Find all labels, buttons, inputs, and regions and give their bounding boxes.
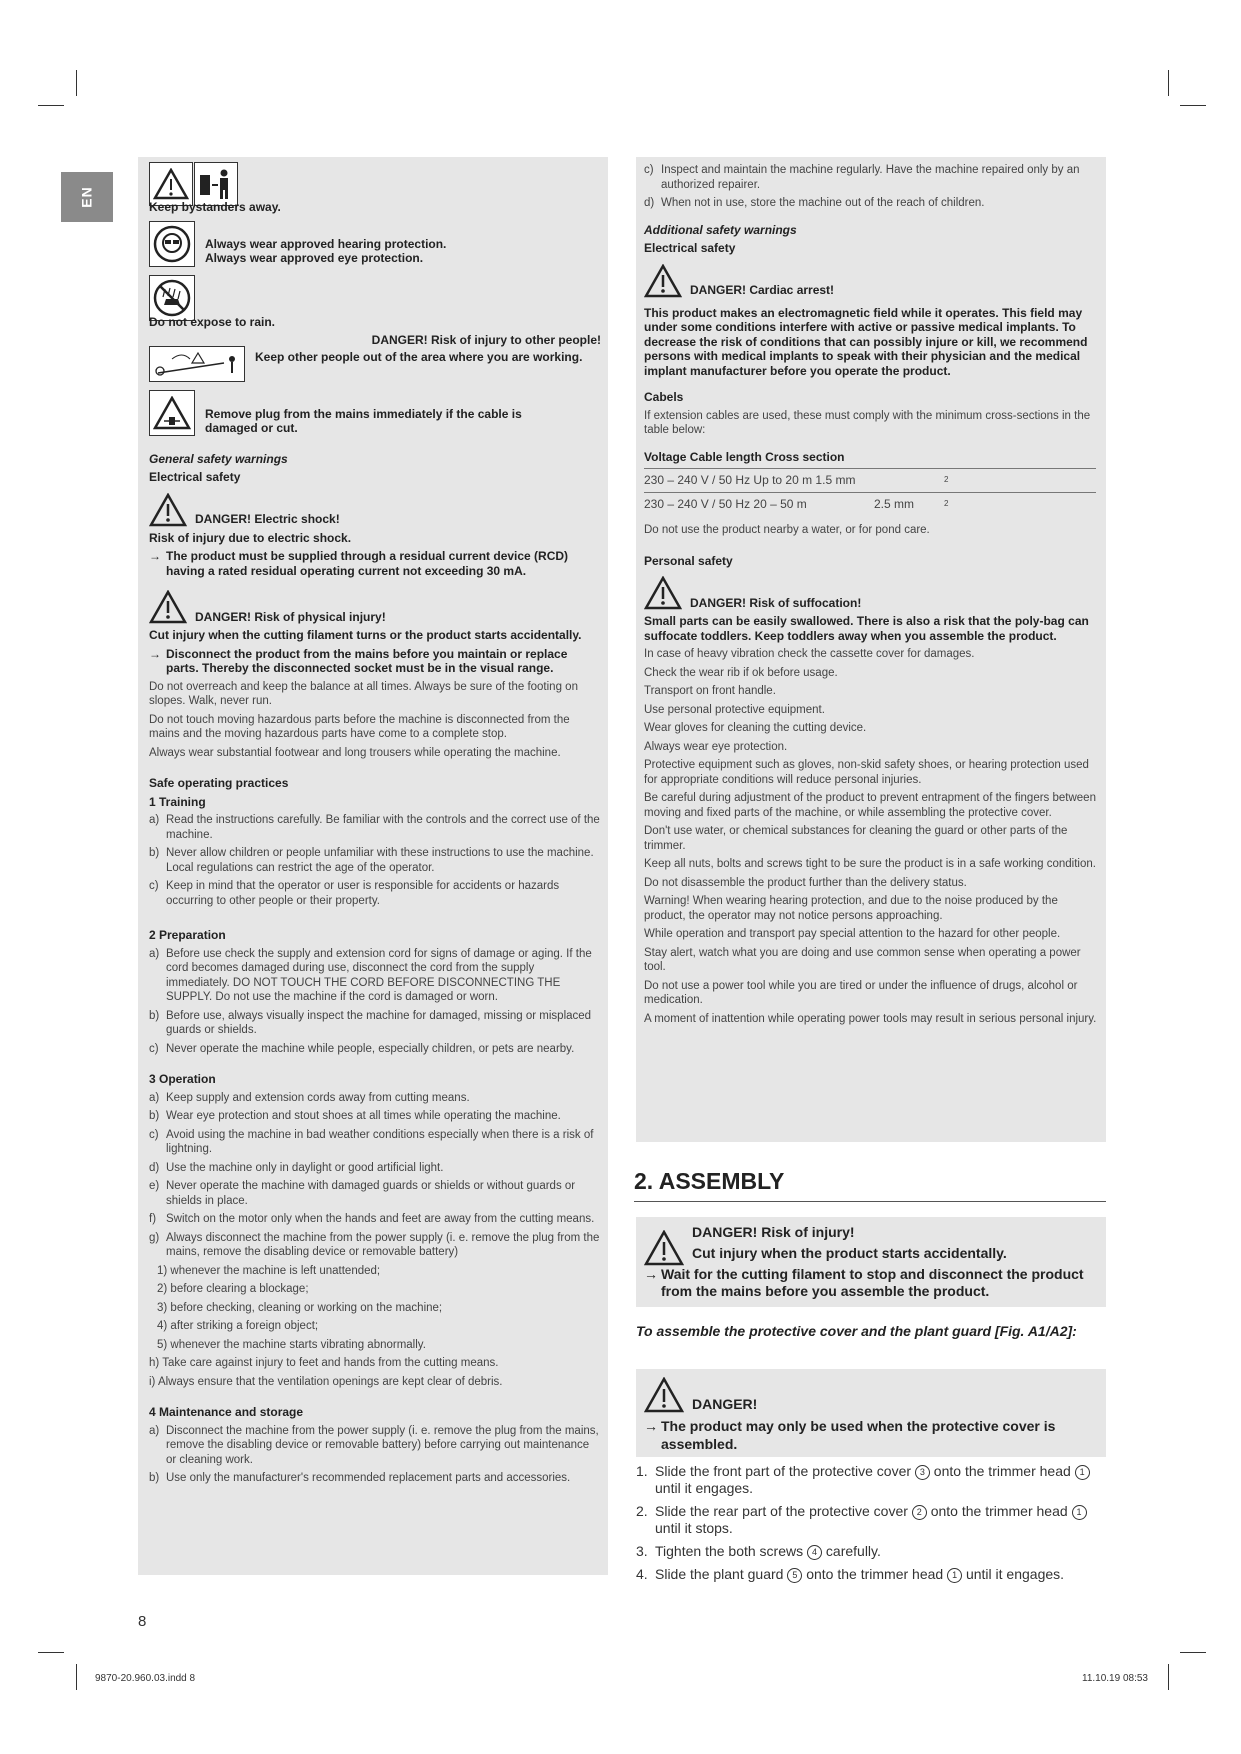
list-item: Stay alert, watch what you are doing and use common sense when operating a power tool. xyxy=(644,946,1081,973)
preparation-title: 2 Preparation xyxy=(149,928,226,942)
list-item: Transport on front handle. xyxy=(644,685,776,697)
paragraph-moving-parts: Do not touch moving hazardous parts before the machine is disconnected from the mains and the moving hazardous parts have come to a complete stop. xyxy=(149,713,570,740)
phys-sub: Cut injury when the cutting filament turns or the product starts accidentally. xyxy=(149,628,582,642)
list-item: a) Disconnect the machine from the power supply (i. e. remove the plug from the mains, remove the disabling device or removable battery) before carrying out maintenance or cleaning work. xyxy=(149,1424,599,1466)
crop-mark xyxy=(1180,105,1206,106)
arrow-icon: → xyxy=(149,549,161,563)
suffocation-text: Small parts can be easily swallowed. There is also a risk that the poly-bag can suffocate toddlers. Keep toddlers away when you assemble the product. xyxy=(644,614,1089,643)
crop-mark xyxy=(38,1652,64,1653)
cabels-title: Cabels xyxy=(644,390,684,404)
danger-cardiac-title: DANGER! Cardiac arrest! xyxy=(690,283,835,297)
danger-phys-title: DANGER! Risk of physical injury! xyxy=(195,609,386,624)
list-item: a) Keep supply and extension cords away from cutting means. xyxy=(149,1091,470,1104)
box1-arrow-item: → Wait for the cutting filament to stop and disconnect the product from the mains before you assemble the product. xyxy=(644,1266,1084,1299)
list-item: While operation and transport pay special attention to the hazard for other people. xyxy=(644,928,1061,940)
callout-number: 3 xyxy=(915,1465,930,1480)
page-number: 8 xyxy=(138,1613,147,1630)
sub-list-item: 4) after striking a foreign object; xyxy=(157,1320,319,1332)
list-item: Use personal protective equipment. xyxy=(644,703,825,716)
paragraph-balance: Do not overreach and keep the balance at all times. Always be sure of the footing on slopes. Walk, never run. xyxy=(149,680,578,707)
footer-file: 9870-20.960.03.indd 8 xyxy=(95,1673,196,1684)
danger-cardiac xyxy=(644,264,1099,298)
box1-title: DANGER! Risk of injury! xyxy=(692,1224,855,1240)
training-title: 1 Training xyxy=(149,794,206,809)
box1-sub: Cut injury when the product starts accidentally. xyxy=(692,1245,1007,1261)
list-item: Do not disassemble the product further than the delivery status. xyxy=(644,876,967,889)
callout-number: 2 xyxy=(912,1505,927,1520)
table-row: 230 – 240 V / 50 Hz 20 – 50 m 2.5 mm 2 xyxy=(644,492,1096,515)
operation-item-h: h) Take care against injury to feet and hands from the cutting means. xyxy=(149,1357,499,1369)
callout-number: 1 xyxy=(1075,1465,1090,1480)
symbol-text-hearing: Always wear approved hearing protection. xyxy=(205,236,447,251)
warning-triangle-icon xyxy=(644,1230,684,1266)
symbol-text-cable: Remove plug from the mains immediately if the cable is damaged or cut. xyxy=(205,406,522,435)
crop-mark xyxy=(1168,1664,1169,1690)
crop-mark xyxy=(38,105,64,106)
shock-sub: Risk of injury due to electric shock. xyxy=(149,530,352,545)
table-row: 230 – 240 V / 50 Hz Up to 20 m 1.5 mm 2 xyxy=(644,469,1096,493)
callout-number: 1 xyxy=(947,1568,962,1583)
shock-arrow-item: → The product must be supplied through a residual current device (RCD) having a rated residual operating current not exceeding 30 mA. xyxy=(149,549,569,578)
assembly-heading: 2. ASSEMBLY xyxy=(634,1168,1106,1202)
list-item: f) Switch on the motor only when the hands and feet are away from the cutting means. xyxy=(149,1213,595,1225)
left-column xyxy=(149,162,601,1490)
pond-text: Do not use the product nearby a water, or for pond care. xyxy=(644,524,930,536)
danger-suffocation-title: DANGER! Risk of suffocation! xyxy=(690,595,862,610)
cable-table-header: Voltage Cable length Cross section xyxy=(644,449,845,464)
danger-physical-injury xyxy=(149,590,601,624)
callout-number: 1 xyxy=(1072,1505,1087,1520)
ear-eye-protection-icon xyxy=(149,221,195,267)
symbol-text-bystanders: Keep bystanders away. xyxy=(149,200,281,214)
callout-number: 5 xyxy=(787,1568,802,1583)
danger-shock-title: DANGER! Electric shock! xyxy=(195,512,340,526)
operation-sublist xyxy=(149,1264,601,1353)
additional-safety-title: Additional safety warnings xyxy=(644,222,797,237)
symbol-row-protection xyxy=(149,221,601,267)
operation-item-i: i) Always ensure that the ventilation openings are kept clear of debris. xyxy=(149,1375,503,1388)
symbol-row-cable xyxy=(149,390,601,436)
danger-box-injury xyxy=(636,1217,1106,1307)
warning-triangle-icon xyxy=(644,576,682,610)
danger-electric-shock xyxy=(149,493,601,527)
list-item: a) Before use check the supply and extension cord for signs of damage or aging. If the cord becomes damaged during use, disconnect the cord from the supply immediately. DO NOT TOUCH THE CORD BEFORE DISCONNECTING THE SUPPLY. Do not use the machine if the cord is damaged or worn. xyxy=(149,947,592,1003)
sub-list-item: 5) whenever the machine starts vibrating abnormally. xyxy=(157,1338,426,1351)
phys-arrow-item: → Disconnect the product from the mains before you maintain or replace parts. Thereby the disconnected socket must be in the visual range. xyxy=(149,646,568,675)
list-item: b) Wear eye protection and stout shoes at all times while operating the machine. xyxy=(149,1110,561,1122)
assembly-step: 2. Slide the rear part of the protective cover 2 onto the trimmer head 1 until it stops. xyxy=(636,1503,1106,1537)
warning-triangle-icon xyxy=(149,590,187,624)
figure-instructions-title: To assemble the protective cover and the plant guard [Fig. A1/A2]: xyxy=(636,1323,1077,1339)
language-tab: EN xyxy=(61,172,113,222)
cable-table xyxy=(644,468,1096,515)
crop-mark xyxy=(1180,1652,1206,1653)
list-item: Wear gloves for cleaning the cutting device. xyxy=(644,722,867,734)
arrow-icon: → xyxy=(644,1266,658,1282)
list-item: Protective equipment such as gloves, non-skid safety shoes, or hearing protection used for appropriate conditions will reduce personal injuries. xyxy=(644,759,1089,786)
safe-operating-title: Safe operating practices xyxy=(149,776,289,790)
maintenance-item-d: d) When not in use, store the machine out of the reach of children. xyxy=(644,197,985,209)
list-item: Do not use a power tool while you are tired or under the influence of drugs, alcohol or medication. xyxy=(644,979,1078,1006)
list-item: e) Never operate the machine with damaged guards or shields or without guards or shields in place. xyxy=(149,1180,576,1207)
symbol-text-eye: Always wear approved eye protection. xyxy=(205,251,424,265)
list-item: c) Never operate the machine while people, especially children, or pets are nearby. xyxy=(149,1042,575,1055)
maintenance-title: 4 Maintenance and storage xyxy=(149,1405,304,1419)
list-item: Don't use water, or chemical substances for cleaning the guard or other parts of the trimmer. xyxy=(644,825,1068,852)
list-item: b) Before use, always visually inspect the machine for damaged, missing or misplaced guards or shields. xyxy=(149,1009,592,1036)
list-item: Keep all nuts, bolts and screws tight to be sure the product is in a safe working condition. xyxy=(644,858,1096,870)
list-item: Check the wear rib if ok before usage. xyxy=(644,666,838,679)
footer-date: 11.10.19 08:53 xyxy=(1082,1673,1148,1684)
training-list xyxy=(149,813,601,908)
right-column xyxy=(644,163,1099,1030)
list-item: A moment of inattention while operating power tools may result in serious personal injury. xyxy=(644,1012,1097,1025)
list-item: b) Use only the manufacturer's recommended replacement parts and accessories. xyxy=(149,1472,571,1484)
maintenance-item-c: c) Inspect and maintain the machine regularly. Have the machine repaired only by an authorized repairer. xyxy=(644,164,1080,191)
assembly-step: 4. Slide the plant guard 5 onto the trimmer head 1 until it engages. xyxy=(636,1566,1065,1582)
crop-mark xyxy=(76,70,77,96)
list-item: d) Use the machine only in daylight or good artificial light. xyxy=(149,1161,444,1174)
operation-title: 3 Operation xyxy=(149,1072,216,1086)
box2-arrow-item: → The product may only be used when the protective cover is assembled. xyxy=(644,1418,1056,1452)
sub-list-item: 3) before checking, cleaning or working on the machine; xyxy=(157,1301,443,1314)
box2-title: DANGER! xyxy=(692,1396,758,1412)
personal-safety-title: Personal safety xyxy=(644,553,733,568)
sub-list-item: 2) before clearing a blockage; xyxy=(157,1283,309,1295)
list-item: a) Read the instructions carefully. Be familiar with the controls and the correct use of the machine. xyxy=(149,814,600,841)
no-rain-icon xyxy=(149,275,195,321)
personal-safety-list xyxy=(644,647,1099,1026)
list-item: Warning! When wearing hearing protection, and due to the noise produced by the product, the operator may not notice persons approaching. xyxy=(644,895,1058,922)
assembly-steps xyxy=(636,1463,1106,1589)
arrow-icon: → xyxy=(644,1418,658,1434)
list-item: c) Avoid using the machine in bad weather conditions especially when there is a risk of lightning. xyxy=(149,1128,594,1155)
list-item: c) Keep in mind that the operator or user is responsible for accidents or hazards occurring to other people or their property. xyxy=(149,880,560,907)
warning-triangle-icon xyxy=(149,493,187,527)
cabels-text: If extension cables are used, these must comply with the minimum cross-sections in the table below: xyxy=(644,409,1091,436)
list-item: Always wear eye protection. xyxy=(644,740,788,753)
danger-suffocation xyxy=(644,576,1099,610)
symbol-text-other-people: Keep other people out of the area where you are working. xyxy=(255,349,583,364)
crop-mark xyxy=(1168,70,1169,96)
symbol-title-other-people: DANGER! Risk of injury to other people! xyxy=(371,333,601,347)
warning-triangle-icon xyxy=(644,264,682,298)
danger-box-cover xyxy=(636,1369,1106,1457)
cardiac-text: This product makes an electromagnetic field while it operates. This field may under some conditions interfere with active or passive medical implants. To decrease the risk of conditions that can possibly injure or kill, we recommend persons with medical implants to speak with their physician and the medical implant manufacturer before you operate the product. xyxy=(644,305,1088,378)
list-item: In case of heavy vibration check the cassette cover for damages. xyxy=(644,648,975,660)
electrical-safety-title-2: Electrical safety xyxy=(644,241,736,255)
assembly-step: 3. Tighten the both screws 4 carefully. xyxy=(636,1543,881,1559)
list-item: Be careful during adjustment of the product to prevent entrapment of the fingers between moving and fixed parts of the machine, or while assembling the protective cover. xyxy=(644,792,1096,819)
sub-list-item: 1) whenever the machine is left unattended; xyxy=(157,1264,381,1277)
general-safety-title: General safety warnings xyxy=(149,451,288,466)
assembly-step: 1. Slide the front part of the protective cover 3 onto the trimmer head 1 until it engages. xyxy=(636,1463,1106,1497)
electrical-safety-title: Electrical safety xyxy=(149,470,241,484)
maintenance-list xyxy=(149,1424,601,1486)
paragraph-footwear: Always wear substantial footwear and long trousers while operating the machine. xyxy=(149,746,561,759)
callout-number: 4 xyxy=(807,1545,822,1560)
list-item: b) Never allow children or people unfamiliar with these instructions to use the machine. Local regulations can restrict the age of the operator. xyxy=(149,847,594,874)
thrown-objects-icon xyxy=(149,346,245,382)
warning-triangle-icon xyxy=(644,1377,684,1413)
symbol-text-rain: Do not expose to rain. xyxy=(149,314,276,329)
cable-warning-icon xyxy=(149,390,195,436)
preparation-list xyxy=(149,947,601,1057)
list-item: g) Always disconnect the machine from the power supply (i. e. remove the plug from the mains, remove the disabling device or removable battery) xyxy=(149,1231,600,1258)
operation-list xyxy=(149,1091,601,1260)
arrow-icon: → xyxy=(149,646,161,661)
crop-mark xyxy=(76,1664,77,1690)
